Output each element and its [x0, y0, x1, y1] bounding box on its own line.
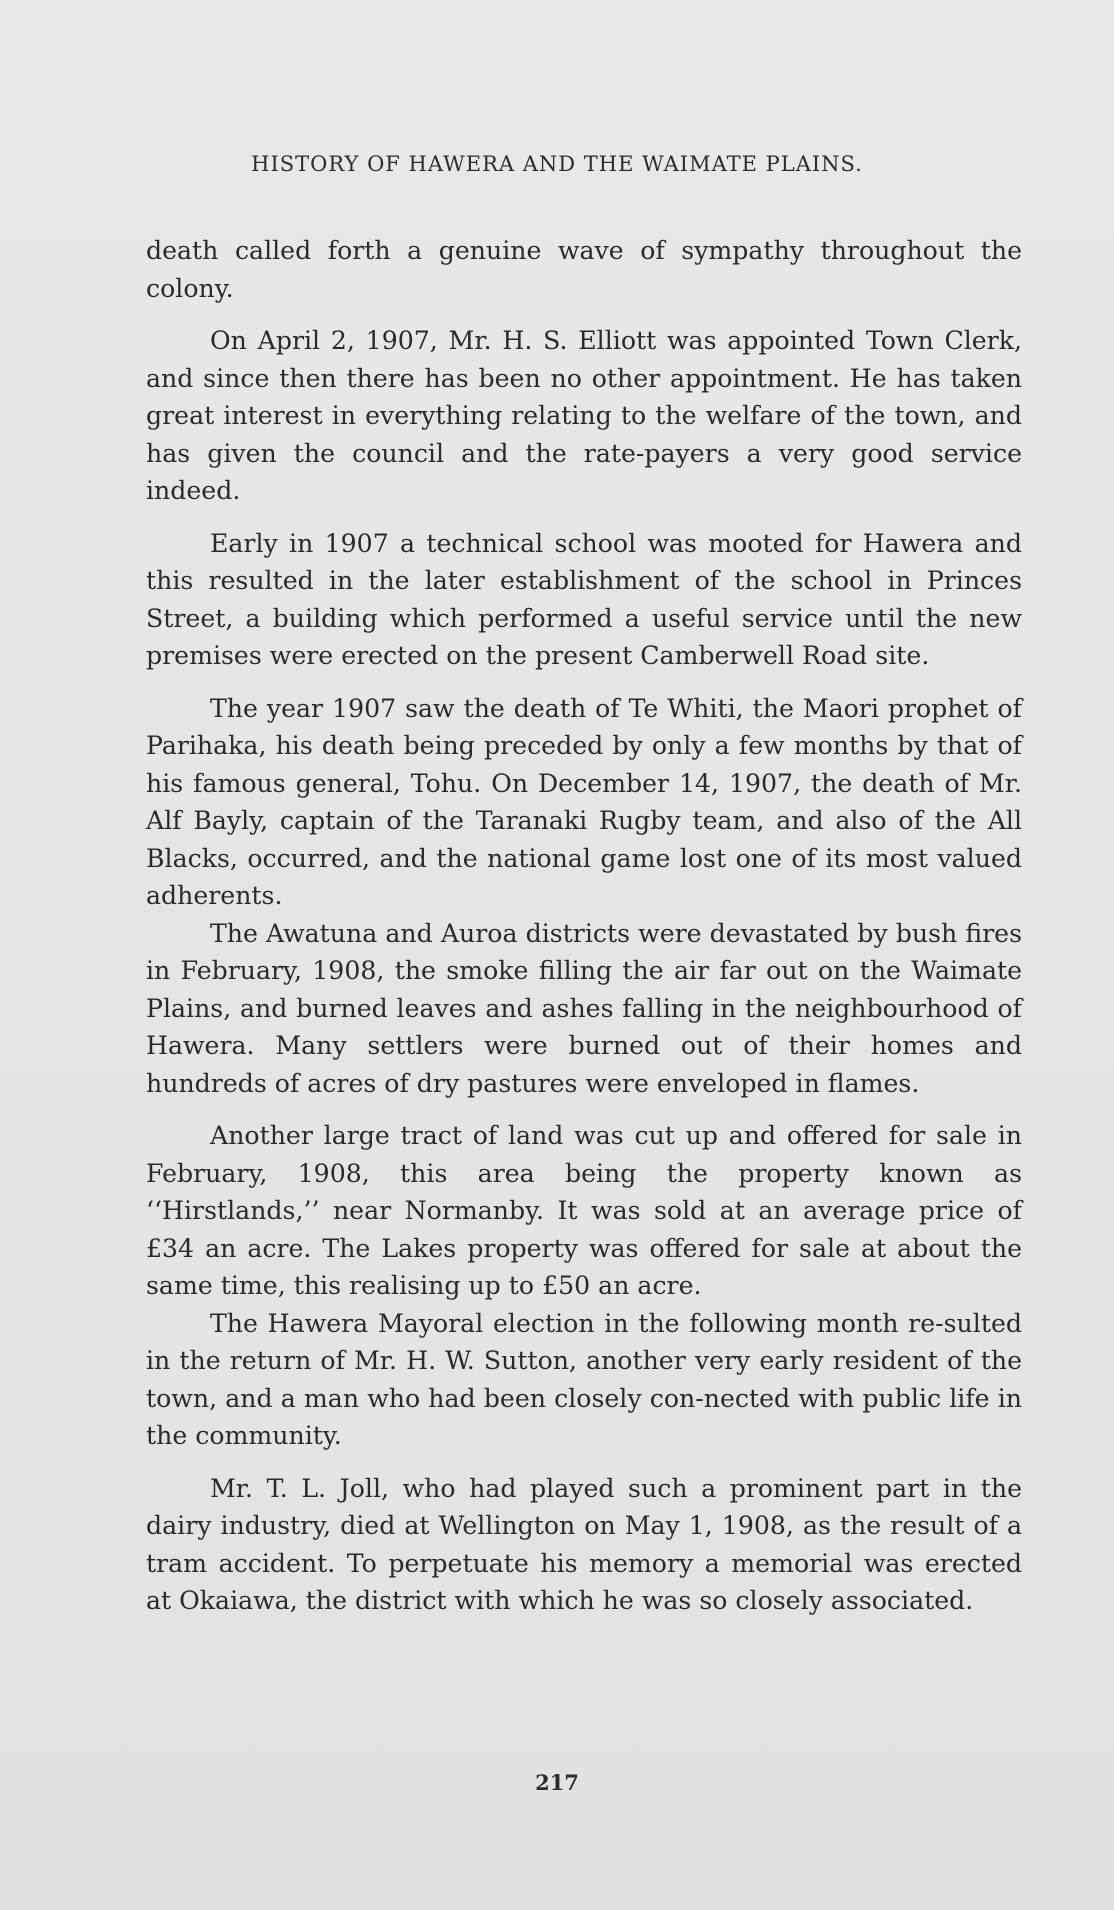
- paragraph-5: The Awatuna and Auroa districts were devastated by bush fires in February, 1908, the smoke filling the air far out on the Waimate Plains, and burned leaves and ashes falling in the neighbourhood of Hawera. Many settlers were burned out of their homes and hundreds of acres of dry pastures were enveloped in flames.: [146, 918, 1022, 1098]
- page-body: [146, 232, 1022, 1620]
- paragraph-3: Early in 1907 a technical school was mooted for Hawera and this resulted in the later establishment of the school in Princes Street, a building which performed a useful service until the new premises were erected on the present Camberwell Road site.: [146, 528, 1022, 670]
- paragraph-1: death called forth a genuine wave of sympathy throughout the colony.: [146, 236, 1022, 303]
- page-number: 217: [535, 1770, 579, 1795]
- running-header: HISTORY OF HAWERA AND THE WAIMATE PLAINS.: [251, 152, 863, 176]
- paragraph-6: Another large tract of land was cut up and offered for sale in February, 1908, this area being the property known as ‘‘Hirstlands,’’ near Normanby. It was sold at an average price of £34 an acre. The Lakes property was offered for sale at about the same time, this realising up to £50 an acre.: [146, 1121, 1022, 1300]
- paragraph-8: Mr. T. L. Joll, who had played such a prominent part in the dairy industry, died at Wellington on May 1, 1908, as the result of a tram accident. To perpetuate his memory a memorial was erected at Okaiawa, the district with which he was so closely associated.: [146, 1473, 1022, 1615]
- paragraph-2: On April 2, 1907, Mr. H. S. Elliott was appointed Town Clerk, and since then there has been no other appointment. He has taken great interest in everything relating to the welfare of the town, and has given the council and the rate-payers a very good service indeed.: [146, 326, 1022, 505]
- paragraph-7: The Hawera Mayoral election in the following month re-sulted in the return of Mr. H. W. Sutton, another very early resident of the town, and a man who had been closely con-nected with public life in the community.: [146, 1308, 1022, 1450]
- paragraph-4: The year 1907 saw the death of Te Whiti, the Maori prophet of Parihaka, his death being preceded by only a few months by that of his famous general, Tohu. On December 14, 1907, the death of Mr. Alf Bayly, captain of the Taranaki Rugby team, and also of the All Blacks, occurred, and the national game lost one of its most valued adherents.: [146, 693, 1022, 910]
